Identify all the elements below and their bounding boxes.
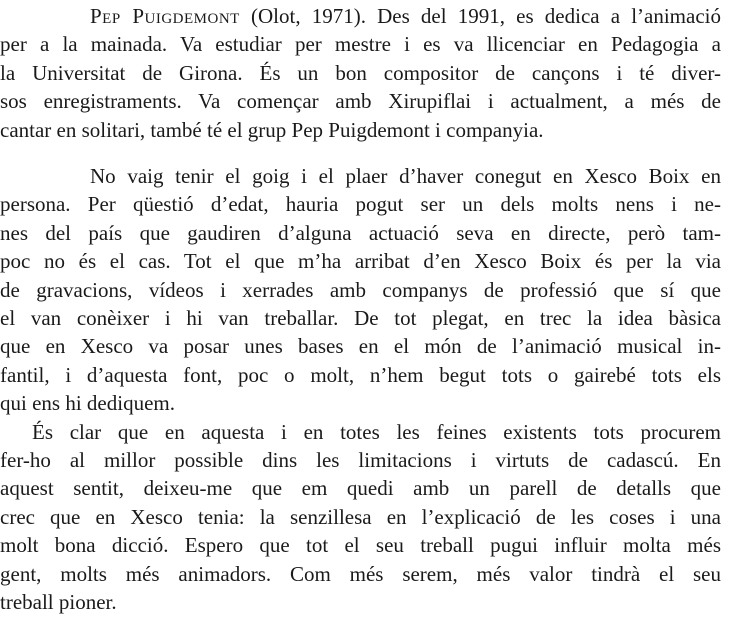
bio-line-4: sos enregistraments. Va començar amb Xirupiflai i actualment, a més de [0,89,721,114]
p2-line-3: aquest sentit, deixeu-me que em quedi amb un parell de detalls que [0,476,721,501]
p1-line-2: persona. Per qüestió d’edat, hauria pogut ser un dels molts nens i ne- [0,192,721,217]
p1-line-5: de gravacions, vídeos i xerrades amb companys de professió que sí que [0,277,721,302]
p1-line-3: nes del país que gaudiren d’alguna actuació seva en directe, però tam- [0,220,721,245]
p1-line-1: No vaig tenir el goig i el plaer d’haver conegut en Xesco Boix en [90,164,721,188]
p1-line-6: el van conèixer i hi van treballar. De tot plegat, en trec la idea bàsica [0,306,721,330]
p2-line-1: És clar que en aquesta i en totes les feines existents tots procurem [32,419,721,444]
p1-line-8: fantil, i d’aquesta font, poc o molt, n’hem begut tots o gairebé tots els [0,362,721,387]
p1-line-4: poc no és el cas. Tot el que m’ha arribat d’en Xesco Boix és per la via [0,249,721,274]
bio-line-2: per a la mainada. Va estudiar per mestre i es va llicenciar en Pedagogia a [0,32,721,57]
p2-line-5: molt bona dicció. Espero que tot el seu treball pugui influir molta més [0,533,721,558]
p2-line-7: treball pioner. [0,590,117,614]
p1-line-9: qui ens hi dediquem. [0,391,175,416]
bio-line-1-text: (Olot, 1971). Des del 1991, es dedica a l’animació [239,4,721,28]
bio-line-5: cantar en solitari, també té el grup Pep Puigdemont i companyia. [0,117,544,142]
p2-line-4: crec que en Xesco tenia: la senzillesa en l’explicació de les coses i una [0,504,721,529]
p2-line-2: fer-ho al millor possible dins les limitacions i virtuts de cadascú. En [0,448,721,472]
bio-line-3: la Universitat de Girona. És un bon compositor de cançons i té diver- [0,60,721,85]
author-name: Pep Puigdemont [90,4,240,28]
bio-line-1 [90,2,731,30]
p2-line-6: gent, molts més animadors. Com més serem, més valor tindrà el seu [0,561,721,586]
p1-line-7: que en Xesco va posar unes bases en el món de l’animació musical in- [0,334,721,359]
